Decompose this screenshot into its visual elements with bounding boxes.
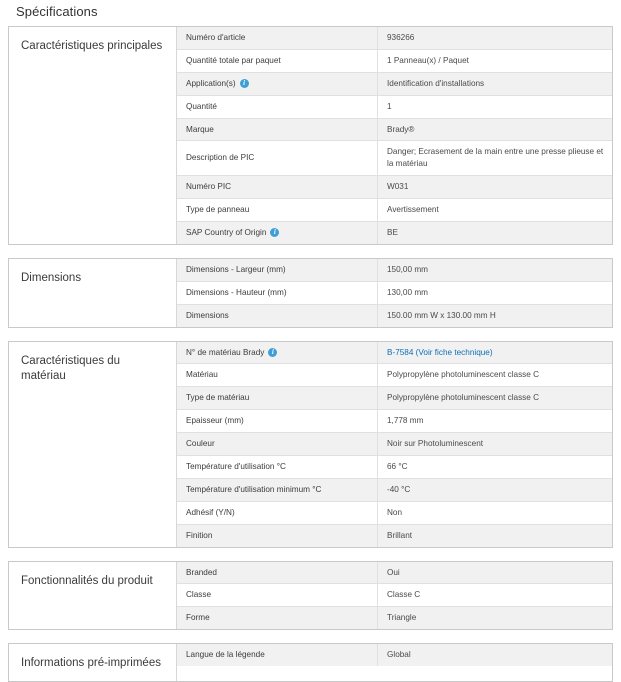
row-value: Global: [387, 650, 411, 660]
table-row: [177, 456, 612, 479]
table-row: [177, 73, 612, 96]
row-label-cell: [177, 562, 378, 584]
row-label-cell: [177, 456, 378, 478]
row-label-cell: [177, 479, 378, 501]
row-label-cell: [177, 433, 378, 455]
row-value: 1,778 mm: [387, 416, 424, 426]
row-label: Epaisseur (mm): [186, 416, 244, 426]
row-value-cell: [378, 199, 612, 221]
row-value-cell: [378, 433, 612, 455]
row-value-cell: [378, 176, 612, 198]
row-value: W031: [387, 182, 409, 192]
row-label: Température d'utilisation °C: [186, 462, 286, 472]
row-value-cell: [378, 222, 612, 244]
section-rows: [177, 562, 612, 630]
row-value-cell: [378, 562, 612, 584]
table-row: [177, 282, 612, 305]
table-row: [177, 607, 612, 629]
table-row: [177, 176, 612, 199]
row-label-cell: [177, 176, 378, 198]
row-label-cell: [177, 644, 378, 666]
row-label: Forme: [186, 613, 210, 623]
table-row: [177, 141, 612, 176]
row-value: Polypropylène photoluminescent classe C: [387, 370, 540, 380]
spec-section: [8, 561, 613, 631]
row-label-cell: [177, 27, 378, 49]
row-label: Matériau: [186, 370, 218, 380]
table-row: [177, 584, 612, 607]
row-value: 1: [387, 101, 392, 111]
table-row: [177, 644, 612, 666]
row-value: 150,00 mm: [387, 264, 428, 274]
table-row: [177, 222, 612, 244]
row-value-cell: [378, 387, 612, 409]
row-value-cell: [378, 502, 612, 524]
row-label: Numéro d'article: [186, 33, 246, 42]
row-label: Marque: [186, 124, 214, 134]
table-row: [177, 479, 612, 502]
row-label-cell: [177, 73, 378, 95]
row-value: Polypropylène photoluminescent classe C: [387, 393, 540, 403]
table-row: [177, 387, 612, 410]
spec-section: [8, 258, 613, 328]
row-label-cell: [177, 502, 378, 524]
section-heading: Fonctionnalités du produit: [9, 562, 177, 630]
row-value-cell: [378, 410, 612, 432]
row-value-cell: [378, 644, 612, 666]
row-value-cell: [378, 282, 612, 304]
row-value-cell: [378, 50, 612, 72]
row-value: 150.00 mm W x 130.00 mm H: [387, 310, 496, 320]
table-row: [177, 562, 612, 585]
row-value-cell: [378, 456, 612, 478]
table-row: [177, 96, 612, 119]
row-label: Classe: [186, 590, 212, 600]
row-label-cell: [177, 50, 378, 72]
row-value: Brady®: [387, 124, 415, 134]
row-label: Type de panneau: [186, 205, 250, 215]
row-value-link[interactable]: B-7584 (Voir fiche technique): [387, 347, 493, 357]
spec-section: [8, 341, 613, 548]
row-label-cell: [177, 305, 378, 327]
row-label-cell: [177, 342, 378, 364]
section-heading: Caractéristiques du matériau: [9, 342, 177, 547]
row-value-cell: [378, 364, 612, 386]
table-row: [177, 199, 612, 222]
row-label: Couleur: [186, 439, 215, 449]
row-label-cell: [177, 199, 378, 221]
row-value: Avertissement: [387, 205, 439, 215]
row-label: Quantité: [186, 101, 217, 111]
table-row: [177, 50, 612, 73]
row-label-cell: [177, 607, 378, 629]
row-label-cell: [177, 96, 378, 118]
row-label-cell: [177, 410, 378, 432]
row-value: 936266: [387, 33, 415, 42]
row-label: Température d'utilisation minimum °C: [186, 484, 322, 494]
section-rows: [177, 259, 612, 327]
row-label: Dimensions - Hauteur (mm): [186, 287, 287, 297]
table-row: [177, 342, 612, 365]
row-value-cell: [378, 342, 612, 364]
row-value: Classe C: [387, 590, 421, 600]
row-label-cell: [177, 387, 378, 409]
row-label: Branded: [186, 567, 217, 577]
section-rows: [177, 27, 612, 244]
row-label: Adhésif (Y/N): [186, 507, 235, 517]
row-label: Numéro PIC: [186, 182, 232, 192]
row-value: Identification d'installations: [387, 78, 485, 88]
row-value-cell: [378, 119, 612, 141]
section-heading: Informations pré-imprimées: [9, 644, 177, 681]
row-value: -40 °C: [387, 484, 411, 494]
row-value-cell: [378, 525, 612, 547]
row-label: N° de matériau Brady: [186, 347, 265, 357]
row-value-cell: [378, 96, 612, 118]
row-value: 66 °C: [387, 462, 408, 472]
row-label-cell: [177, 584, 378, 606]
row-label: Quantité totale par paquet: [186, 55, 281, 65]
row-value-cell: [378, 259, 612, 281]
row-value-cell: [378, 141, 612, 175]
row-label: Application(s): [186, 78, 236, 88]
table-row: [177, 119, 612, 142]
row-label-cell: [177, 141, 378, 175]
spec-section: [8, 26, 613, 245]
table-row: [177, 410, 612, 433]
table-row: [177, 525, 612, 547]
row-value: Danger; Ecrasement de la main entre une presse plieuse et la matériau: [387, 147, 604, 169]
row-value: Brillant: [387, 530, 413, 540]
row-label-cell: [177, 259, 378, 281]
row-value-cell: [378, 479, 612, 501]
row-value: Non: [387, 507, 403, 517]
row-value: Noir sur Photoluminescent: [387, 439, 484, 449]
table-row: [177, 433, 612, 456]
spec-section: [8, 643, 613, 682]
table-row: [177, 502, 612, 525]
row-label: Description de PIC: [186, 153, 255, 163]
row-label: SAP Country of Origin: [186, 228, 267, 238]
row-label: Dimensions: [186, 310, 229, 320]
row-value-cell: [378, 305, 612, 327]
row-value: Triangle: [387, 613, 417, 623]
row-label-cell: [177, 364, 378, 386]
row-label: Dimensions - Largeur (mm): [186, 264, 286, 274]
table-row: [177, 364, 612, 387]
row-label: Langue de la légende: [186, 650, 265, 660]
section-heading: Dimensions: [9, 259, 177, 327]
row-value: 1 Panneau(x) / Paquet: [387, 55, 469, 65]
specification-blocks: [8, 26, 613, 682]
info-icon[interactable]: i: [268, 348, 277, 357]
row-label-cell: [177, 222, 378, 244]
row-label-cell: [177, 119, 378, 141]
row-value-cell: [378, 73, 612, 95]
row-label: Finition: [186, 530, 213, 540]
section-rows: [177, 342, 612, 547]
row-value: 130,00 mm: [387, 287, 428, 297]
info-icon[interactable]: i: [240, 79, 249, 88]
row-label: Type de matériau: [186, 393, 250, 403]
row-value-cell: [378, 584, 612, 606]
table-row: [177, 305, 612, 327]
info-icon[interactable]: i: [270, 228, 279, 237]
row-label-cell: [177, 525, 378, 547]
table-row: [177, 27, 612, 50]
section-heading: Caractéristiques principales: [9, 27, 177, 244]
row-value: Oui: [387, 567, 400, 577]
row-value-cell: [378, 27, 612, 49]
section-rows: [177, 644, 612, 681]
row-value-cell: [378, 607, 612, 629]
page-title: Spécifications: [16, 4, 98, 19]
table-row: [177, 259, 612, 282]
row-label-cell: [177, 282, 378, 304]
row-value: BE: [387, 228, 398, 238]
